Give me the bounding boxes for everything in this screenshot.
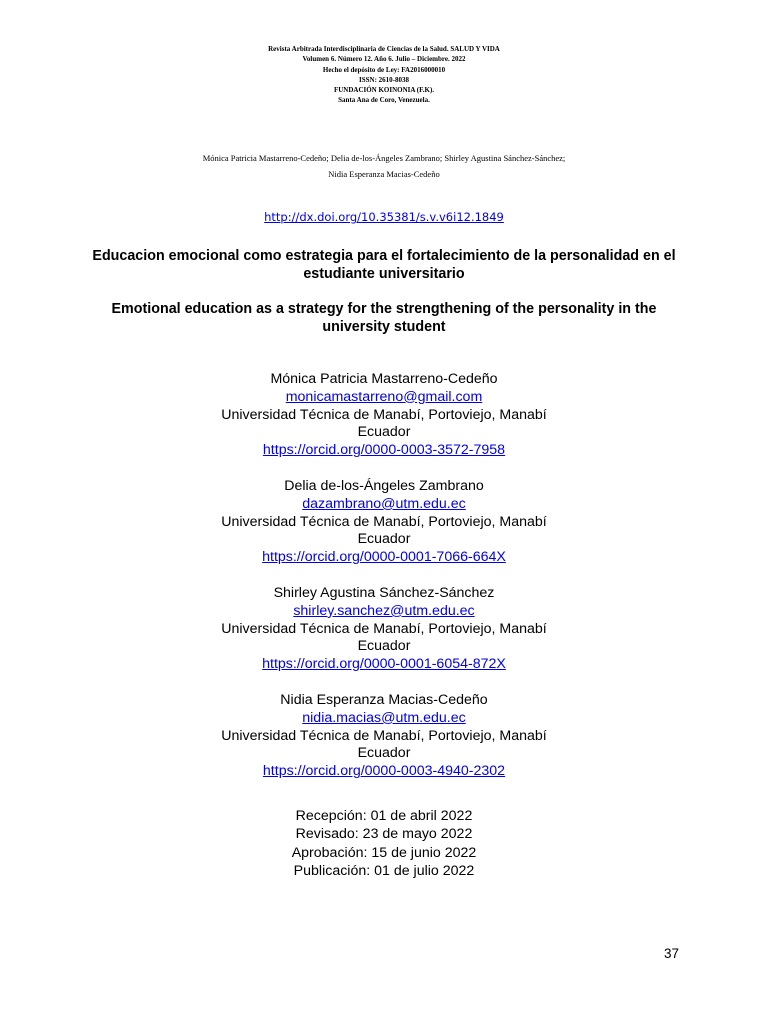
author-orcid-link[interactable]: https://orcid.org/0000-0001-6054-872X (262, 656, 506, 673)
journal-header (0, 44, 768, 106)
running-authors-line-2: Nidia Esperanza Macias-Cedeño (328, 169, 440, 179)
author-block-1 (0, 371, 768, 460)
date-received: Recepción: 01 de abril 2022 (295, 808, 473, 824)
journal-name: Revista Arbitrada Interdisciplinaria de Ciencias de la Salud. SALUD Y VIDA (268, 45, 500, 53)
title-spanish: Educacion emocional como estrategia para el fortalecimiento de la personalidad en el estudiante universitario (92, 248, 676, 282)
author-affiliation: Universidad Técnica de Manabí, Portoviejo, Manabí (221, 513, 547, 530)
running-authors-line-1: Mónica Patricia Mastarreno-Cedeño; Delia de-los-Ángeles Zambrano; Shirley Agustina Sánchez-Sánchez; (202, 153, 566, 163)
date-approved: Aprobación: 15 de junio 2022 (291, 844, 477, 861)
author-name: Shirley Agustina Sánchez-Sánchez (273, 585, 495, 601)
author-affiliation: Universidad Técnica de Manabí, Portoviejo, Manabí (221, 620, 547, 637)
author-email-link[interactable]: monicamastarreno@gmail.com (285, 388, 483, 405)
author-email-link[interactable]: shirley.sanchez@utm.edu.ec (293, 602, 475, 619)
article-dates (0, 807, 768, 880)
author-email-link[interactable]: dazambrano@utm.edu.ec (302, 495, 466, 512)
doi-link[interactable]: http://dx.doi.org/10.35381/s.v.v6i12.1849 (264, 210, 504, 224)
author-country: Ecuador (357, 424, 411, 441)
author-name: Mónica Patricia Mastarreno-Cedeño (270, 371, 498, 387)
author-affiliation: Universidad Técnica de Manabí, Portoviejo, Manabí (221, 727, 547, 744)
author-name: Delia de-los-Ángeles Zambrano (284, 478, 484, 494)
author-block-3 (0, 585, 768, 674)
author-orcid-link[interactable]: https://orcid.org/0000-0003-3572-7958 (262, 442, 506, 459)
page-number: 37 (663, 946, 679, 961)
author-orcid-link[interactable]: https://orcid.org/0000-0001-7066-664X (262, 549, 506, 566)
journal-location: Santa Ana de Coro, Venezuela. (338, 96, 430, 105)
author-block-2 (0, 478, 768, 567)
title-english: Emotional education as a strategy for the strengthening of the personality in the university student (111, 301, 657, 335)
author-affiliation: Universidad Técnica de Manabí, Portoviejo, Manabí (221, 406, 547, 423)
author-name: Nidia Esperanza Macias-Cedeño (280, 692, 488, 708)
date-published: Publicación: 01 de julio 2022 (293, 862, 475, 879)
journal-issn: ISSN: 2610-8038 (359, 75, 409, 84)
journal-legal-deposit: Hecho el depósito de Ley: FA2016000010 (322, 65, 446, 74)
author-country: Ecuador (357, 745, 411, 762)
journal-publisher: FUNDACIÓN KOINONIA (F.K). (333, 86, 435, 95)
author-orcid-link[interactable]: https://orcid.org/0000-0003-4940-2302 (262, 763, 506, 780)
journal-volume: Volumen 6. Número 12. Año 6. Julio – Diciembre. 2022 (302, 55, 466, 64)
doi (0, 208, 768, 226)
running-authors (0, 150, 768, 182)
author-block-4 (0, 692, 768, 781)
author-country: Ecuador (357, 638, 411, 655)
author-email-link[interactable]: nidia.macias@utm.edu.ec (302, 709, 466, 726)
author-country: Ecuador (357, 531, 411, 548)
date-revised: Revisado: 23 de mayo 2022 (295, 826, 473, 843)
